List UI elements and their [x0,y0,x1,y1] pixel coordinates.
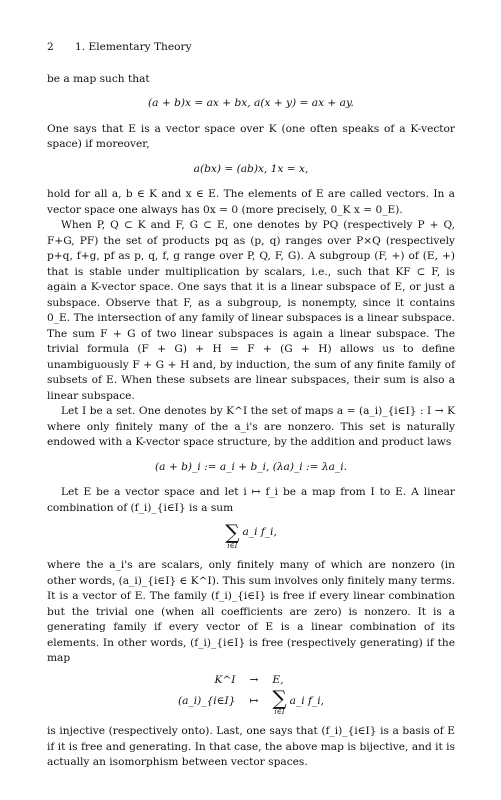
paragraph-2: One says that E is a vector space over K (one often speaks of a K-vector space) if moreover, [47,122,455,150]
map-mapsto: ↦ [249,695,259,708]
map-domain: K^I [214,673,236,686]
sigma-symbol: ∑ [225,520,240,544]
map-display [47,673,455,717]
paragraph-5: Let I be a set. One denotes by K^I the set of maps a = (a_i)_{i∈I} : I → K where only finitely many of the a_i's are nonzero. This set is naturally endowed with a K-vector space structure, by the addition and product laws [47,405,455,448]
equation-3: (a + b)_i := a_i + b_i, (λa)_i := λa_i. [155,460,347,473]
map-sum-index: i∈I [274,708,285,716]
equation-1: (a + b)x = ax + bx, a(x + y) = ax + ay. [148,97,354,109]
running-header [47,40,455,56]
chapter-title: 1. Elementary Theory [75,41,192,53]
map-argument: (a_i)_{i∈I} [178,695,236,708]
paragraph-6: Let E be a vector space and let i ↦ f_i be a map from I to E. A linear combination of (f_i)_{i∈I} is a sum [47,486,455,514]
paragraph-7: where the a_i's are scalars, only finitely many of which are nonzero (in other words, (a_i)_{i∈I} ∈ K^I). This sum involves only finitely many terms. It is a vector of E. The family (f_i)_{i∈I} is free if every linear combination but the trivial one (when all coefficients are zero) is nonzero. It is a generating family if every vector of E is a linear combination of its elements. In other words, (f_i)_{i∈I} is free (respectively generating) if the map [47,559,455,664]
paragraph-8: is injective (respectively onto). Last, one says that (f_i)_{i∈I} is a basis of E if it is free and generating. In that case, the above map is bijective, and it is actually an isomorphism between vector spaces. [47,725,455,768]
sum-equation [47,522,455,550]
map-image [272,688,324,716]
paragraph-4: When P, Q ⊂ K and F, G ⊂ E, one denotes by PQ (respectively P + Q, F+G, PF) the set of products pq as (p, q) ranges over P×Q (respectively p+q, f+g, pf as p, q, f, g range over P, Q, F, G). A subgroup (F, +) of (E, +) that is stable under multiplication by scalars, i.e., such that KF ⊂ F, is again a K-vector space. One says that it is a linear subspace of E, or just a subspace. Observe that F, as a subgroup, is nonempty, since it contains 0_E. The intersection of any family of linear subspaces is a linear subspace. The sum F + G of two linear subspaces is again a linear subspace. The trivial formula (F + G) + H = F + (G + H) allows us to define unambiguously F + G + H and, by induction, the sum of any finite family of subsets of E. When these subsets are linear subspaces, their sum is also a linear subspace. [47,219,455,402]
map-sigma-symbol: ∑ [272,686,287,710]
paragraph-1: be a map such that [47,72,150,85]
map-codomain: E, [272,673,284,686]
page-body [47,40,455,771]
page-number: 2 [47,41,54,53]
map-sum-term: a_i f_i, [289,695,324,708]
map-arrow: → [249,673,259,686]
sum-term: a_i f_i, [242,526,277,538]
paragraph-3: hold for all a, b ∈ K and x ∈ E. The elements of E are called vectors. In a vector space one always has 0x = 0 (more precisely, 0_K x = 0_E). [47,188,455,216]
map-sum-operator [272,688,286,716]
sum-operator [225,522,239,550]
sum-index: i∈I [227,542,238,550]
equation-2: a(bx) = (ab)x, 1x = x, [193,162,309,175]
